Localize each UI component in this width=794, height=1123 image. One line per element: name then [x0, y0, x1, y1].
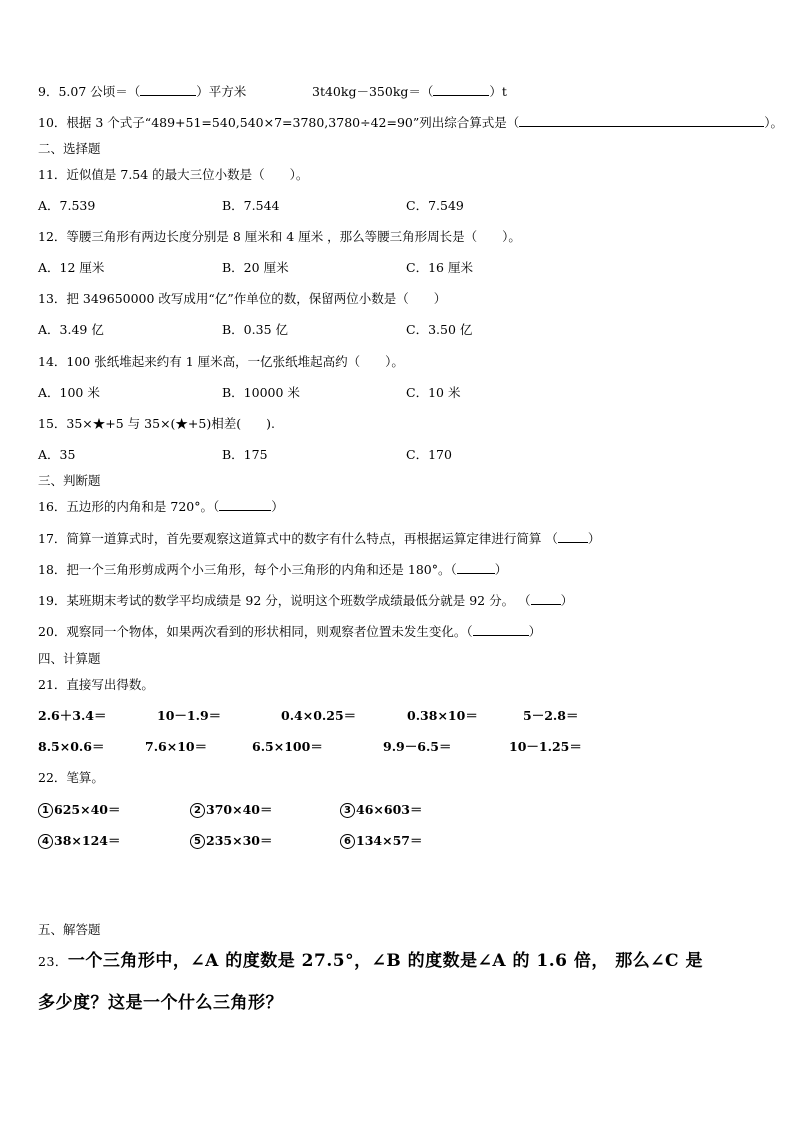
q16-text: 16．五边形的内角和是 720°。（ — [38, 499, 220, 514]
q9-text-a: 9．5.07 公顷＝（ — [38, 84, 141, 99]
q19-text: 19．某班期末考试的数学平均成绩是 92 分，说明这个班数学成绩最低分就是 92 分。 （ — [38, 593, 531, 608]
q22-item-1 — [38, 802, 120, 818]
q10-text-a: 10．根据 3 个式子“489+51=540,540×7=3780,3780÷42=90”列出综合算式是（ — [38, 115, 520, 130]
question-9 — [38, 84, 246, 100]
q9-blank-1[interactable] — [140, 84, 196, 96]
q10-text-b: ）。 — [764, 115, 784, 130]
circled-number-icon: 6 — [340, 834, 355, 849]
q10-blank[interactable] — [519, 115, 764, 127]
q19-blank[interactable] — [531, 593, 561, 605]
question-21-stem: 21．直接写出得数。 — [38, 677, 154, 692]
question-14-stem: 14．100 张纸堆起来约有 1 厘米高，一亿张纸堆起高约（ ）。 — [38, 354, 404, 369]
circled-number-icon: 4 — [38, 834, 53, 849]
q11-option-b[interactable]: B．7.544 — [222, 198, 280, 213]
q22-expr: 235×30＝ — [206, 833, 273, 848]
q17-text: 17．简算一道算式时，首先要观察这道算式中的数字有什么特点，再根据运算定律进行简算 （ — [38, 531, 558, 546]
q21-item: 9.9－6.5＝ — [383, 739, 452, 754]
question-20 — [38, 624, 541, 640]
q21-item: 0.4×0.25＝ — [281, 708, 357, 723]
circled-number-icon: 5 — [190, 834, 205, 849]
q13-option-a[interactable]: A．3.49 亿 — [38, 322, 104, 337]
q21-item: 8.5×0.6＝ — [38, 739, 105, 754]
section-3-heading: 三、判断题 — [38, 473, 101, 488]
section-5-heading: 五、解答题 — [38, 922, 101, 937]
question-11-stem: 11．近似值是 7.54 的最大三位小数是（ ）。 — [38, 167, 309, 182]
q11-option-c[interactable]: C．7.549 — [406, 198, 464, 213]
circled-number-icon: 1 — [38, 803, 53, 818]
q21-item: 0.38×10＝ — [407, 708, 478, 723]
q22-expr: 370×40＝ — [206, 802, 273, 817]
q22-item-5 — [190, 833, 272, 849]
q14-option-a[interactable]: A．100 米 — [38, 385, 100, 400]
q16-blank[interactable] — [219, 499, 271, 511]
q21-item: 5－2.8＝ — [523, 708, 579, 723]
question-16 — [38, 499, 284, 515]
q23-text-1: 一个三角形中，∠A 的度数是 27.5°，∠B 的度数是∠A 的 1.6 倍， 那么∠C 是 — [67, 951, 703, 971]
question-13-stem: 13．把 349650000 改写成用“亿”作单位的数，保留两位小数是（ ） — [38, 291, 447, 306]
question-18 — [38, 562, 507, 578]
q18-text: 18．把一个三角形剪成两个小三角形，每个小三角形的内角和还是 180°。（ — [38, 562, 457, 577]
q21-item: 10－1.9＝ — [157, 708, 222, 723]
q22-item-4 — [38, 833, 120, 849]
question-22-stem: 22．笔算。 — [38, 770, 104, 785]
q9-blank-2[interactable] — [433, 84, 489, 96]
question-10 — [38, 115, 783, 131]
question-12-stem: 12．等腰三角形有两边长度分别是 8 厘米和 4 厘米 ，那么等腰三角形周长是（ ）。 — [38, 229, 521, 244]
q15-option-b[interactable]: B．175 — [222, 447, 268, 462]
q22-expr: 625×40＝ — [54, 802, 121, 817]
question-23-line-1 — [38, 950, 703, 973]
q19-close: ） — [560, 593, 574, 608]
q17-blank[interactable] — [558, 531, 588, 543]
q16-close: ） — [271, 499, 284, 514]
q13-option-b[interactable]: B．0.35 亿 — [222, 322, 288, 337]
question-9-part-2 — [312, 84, 507, 100]
q11-option-a[interactable]: A．7.539 — [38, 198, 96, 213]
q18-blank[interactable] — [457, 562, 495, 574]
q22-item-2 — [190, 802, 272, 818]
q22-item-6 — [340, 833, 422, 849]
q9-text-d: ）t — [489, 84, 507, 99]
q20-text: 20．观察同一个物体，如果两次看到的形状相同，则观察者位置未发生变化。（ — [38, 624, 473, 639]
q15-option-a[interactable]: A．35 — [38, 447, 76, 462]
q21-item: 7.6×10＝ — [145, 739, 208, 754]
q9-text-c: 3t40kg－350kg＝（ — [312, 84, 434, 99]
section-2-heading: 二、选择题 — [38, 141, 101, 156]
circled-number-icon: 3 — [340, 803, 355, 818]
q17-close: ） — [587, 531, 601, 546]
q22-expr: 38×124＝ — [54, 833, 121, 848]
q9-text-b: ）平方米 — [196, 84, 247, 99]
section-4-heading: 四、计算题 — [38, 651, 101, 666]
q12-option-a[interactable]: A．12 厘米 — [38, 260, 105, 275]
question-17 — [38, 531, 600, 547]
q22-expr: 46×603＝ — [356, 802, 423, 817]
q18-close: ） — [494, 562, 508, 577]
question-23-line-2: 多少度？这是一个什么三角形？ — [38, 993, 283, 1013]
q21-item: 10－1.25＝ — [509, 739, 582, 754]
q13-option-c[interactable]: C．3.50 亿 — [406, 322, 473, 337]
q22-expr: 134×57＝ — [356, 833, 423, 848]
q20-blank[interactable] — [473, 624, 529, 636]
q14-option-b[interactable]: B．10000 米 — [222, 385, 300, 400]
q12-option-c[interactable]: C．16 厘米 — [406, 260, 473, 275]
q22-item-3 — [340, 802, 422, 818]
q23-number: 23． — [38, 954, 68, 969]
question-19 — [38, 593, 573, 609]
question-15-stem: 15．35×★+5 与 35×(★+5)相差( ). — [38, 416, 275, 431]
q15-option-c[interactable]: C．170 — [406, 447, 452, 462]
q21-item: 6.5×100＝ — [252, 739, 323, 754]
q12-option-b[interactable]: B．20 厘米 — [222, 260, 289, 275]
circled-number-icon: 2 — [190, 803, 205, 818]
q21-item: 2.6＋3.4＝ — [38, 708, 107, 723]
q20-close: ） — [528, 624, 542, 639]
q14-option-c[interactable]: C．10 米 — [406, 385, 461, 400]
